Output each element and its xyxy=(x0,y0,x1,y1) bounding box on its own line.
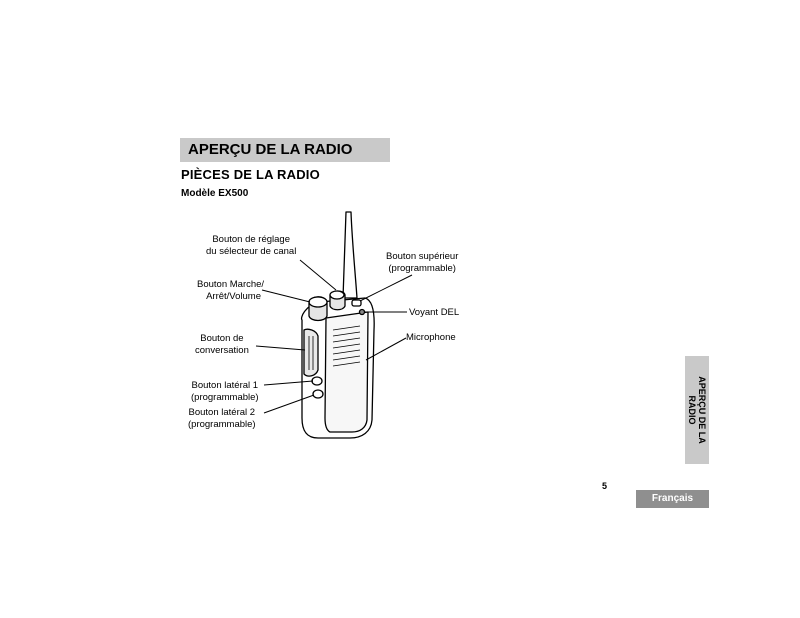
top-button xyxy=(352,300,361,306)
led-indicator xyxy=(360,310,365,315)
leader-channel-selector xyxy=(300,260,336,290)
section-subtitle: PIÈCES DE LA RADIO xyxy=(181,167,320,182)
model-heading: Modèle EX500 xyxy=(181,188,249,199)
label-power-volume: Bouton Marche/ Arrêt/Volume xyxy=(197,279,265,302)
antenna xyxy=(343,212,357,298)
label-ptt: Bouton de conversation xyxy=(195,333,249,356)
label-side-button-1: Bouton latéral 1 (programmable) xyxy=(191,380,259,403)
language-tab: Français xyxy=(636,490,709,508)
side-section-tab-label: APERÇU DE LA RADIO xyxy=(687,376,707,444)
page-number: 5 xyxy=(602,481,608,491)
section-title: APERÇU DE LA RADIO xyxy=(180,138,390,162)
leader-top-button xyxy=(360,275,412,301)
leader-ptt xyxy=(256,346,305,350)
label-top-button: Bouton supérieur (programmable) xyxy=(386,251,459,274)
side-button-1 xyxy=(312,377,322,385)
label-side-button-2: Bouton latéral 2 (programmable) xyxy=(188,407,256,430)
side-section-tab xyxy=(685,356,709,464)
label-led: Voyant DEL xyxy=(409,307,460,318)
label-microphone: Microphone xyxy=(406,332,456,343)
leader-power-volume xyxy=(262,290,310,302)
label-channel-selector: Bouton de réglage du sélecteur de canal xyxy=(206,234,297,257)
side-button-2 xyxy=(313,390,323,398)
radio-face xyxy=(325,312,368,432)
ptt-grip xyxy=(304,329,318,376)
